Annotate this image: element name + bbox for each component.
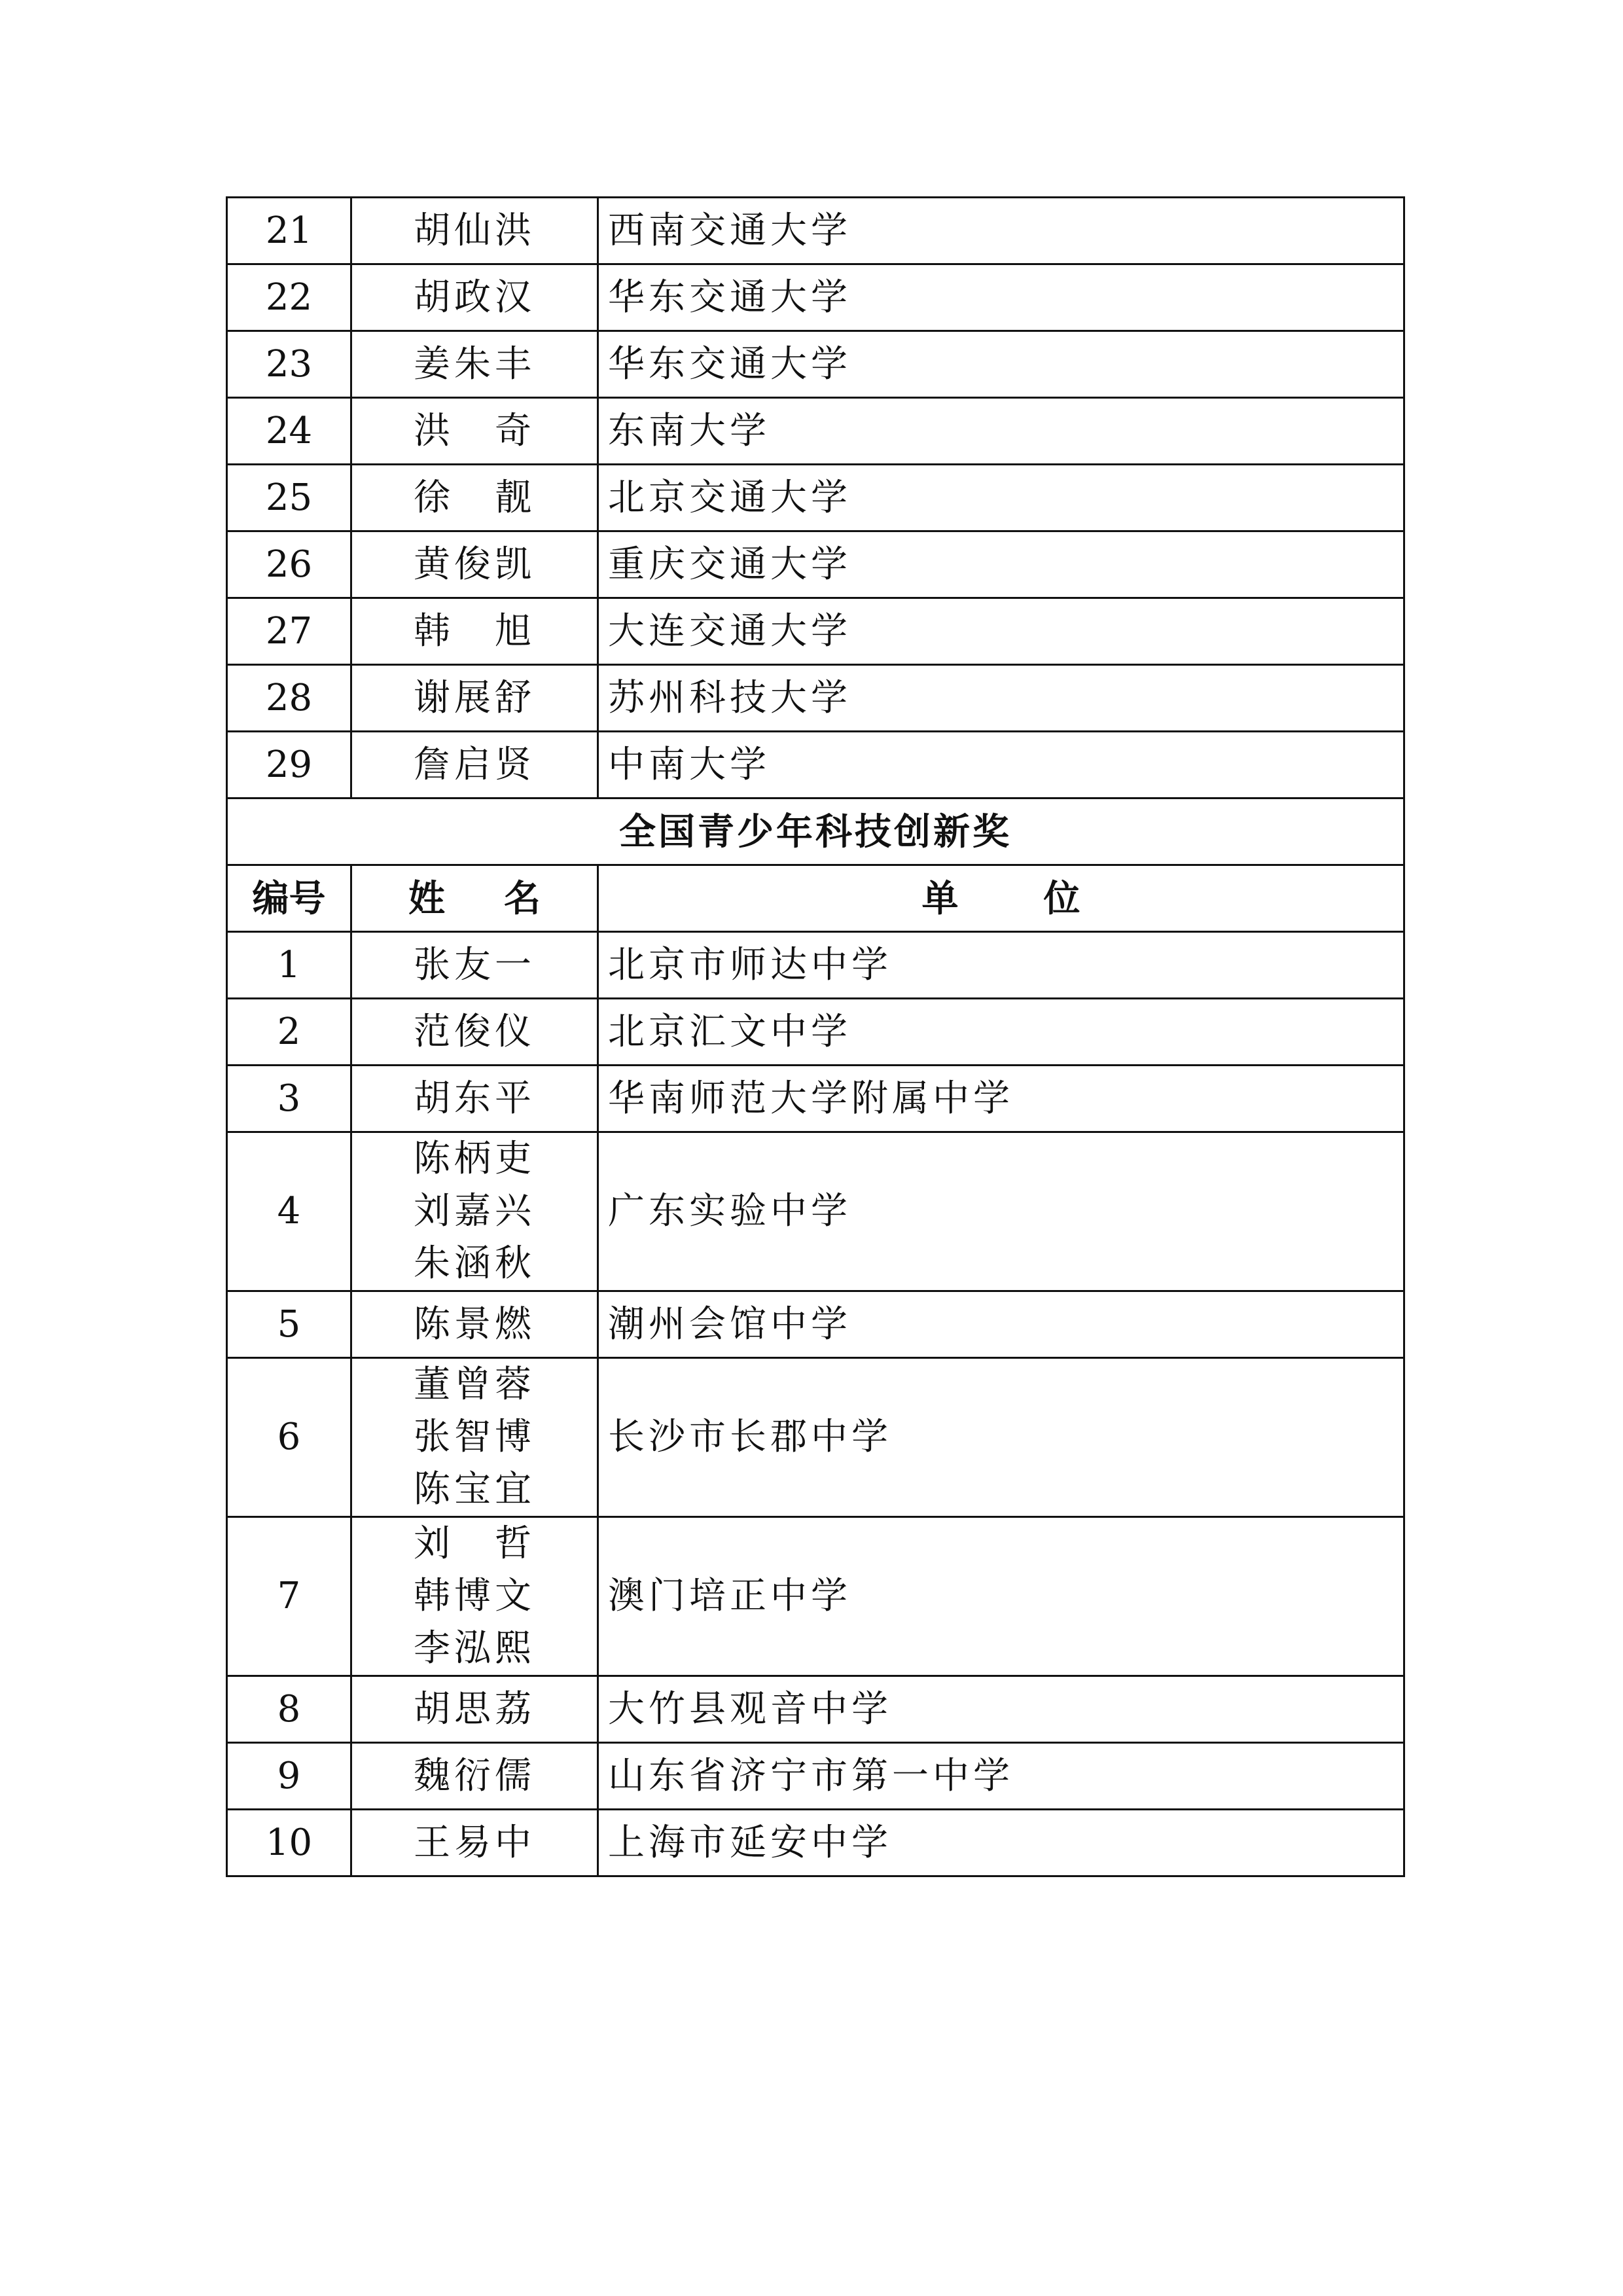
header-number: 编号: [227, 865, 351, 932]
organization: 大连交通大学: [598, 598, 1404, 665]
row-number: 21: [227, 198, 351, 264]
organization: 西南交通大学: [598, 198, 1404, 264]
row-number: 1: [227, 932, 351, 999]
person-name: 谢展舒: [351, 665, 598, 732]
row-number: 8: [227, 1676, 351, 1743]
table-row: [227, 398, 1404, 465]
table-row: [227, 999, 1404, 1066]
table-row: [227, 932, 1404, 999]
organization: 华东交通大学: [598, 264, 1404, 331]
organization: 苏州科技大学: [598, 665, 1404, 732]
row-number: 22: [227, 264, 351, 331]
organization: 东南大学: [598, 398, 1404, 465]
row-number: 24: [227, 398, 351, 465]
header-organization: 单 位: [598, 865, 1404, 932]
person-name: 胡政汉: [351, 264, 598, 331]
organization: 华东交通大学: [598, 331, 1404, 398]
header-name: 姓 名: [351, 865, 598, 932]
row-number: 28: [227, 665, 351, 732]
person-name: 詹启贤: [351, 732, 598, 798]
table-row: [227, 665, 1404, 732]
table-row: [227, 1743, 1404, 1810]
person-name: 洪 奇: [351, 398, 598, 465]
table-row: [227, 331, 1404, 398]
table-row: [227, 198, 1404, 264]
table-row: [227, 1132, 1404, 1291]
row-number: 3: [227, 1066, 351, 1132]
table-row: [227, 732, 1404, 798]
organization: 北京交通大学: [598, 465, 1404, 531]
person-name: 胡仙洪: [351, 198, 598, 264]
row-number: 27: [227, 598, 351, 665]
person-name: 陈景燃: [351, 1291, 598, 1358]
organization: 山东省济宁市第一中学: [598, 1743, 1404, 1810]
section-title: 全国青少年科技创新奖: [227, 798, 1404, 865]
organization: 北京市师达中学: [598, 932, 1404, 999]
table-row: [227, 1358, 1404, 1517]
table-row: [227, 1517, 1404, 1676]
organization: 北京汇文中学: [598, 999, 1404, 1066]
person-name: 魏衍儒: [351, 1743, 598, 1810]
organization: 长沙市长郡中学: [598, 1358, 1404, 1517]
table-row: [227, 264, 1404, 331]
row-number: 23: [227, 331, 351, 398]
row-number: 4: [227, 1132, 351, 1291]
organization: 上海市延安中学: [598, 1810, 1404, 1876]
person-names: 董曾蓉 张智博 陈宝宜: [351, 1358, 598, 1517]
table-row: [227, 531, 1404, 598]
row-number: 26: [227, 531, 351, 598]
table-row: [227, 598, 1404, 665]
table-row: [227, 1291, 1404, 1358]
organization: 重庆交通大学: [598, 531, 1404, 598]
person-name: 韩 旭: [351, 598, 598, 665]
table-row: [227, 1066, 1404, 1132]
person-names: 陈柄吏 刘嘉兴 朱涵秋: [351, 1132, 598, 1291]
person-names: 刘 哲 韩博文 李泓熙: [351, 1517, 598, 1676]
person-name: 王易中: [351, 1810, 598, 1876]
person-name: 胡思荔: [351, 1676, 598, 1743]
row-number: 2: [227, 999, 351, 1066]
table-row: [227, 1676, 1404, 1743]
person-name: 胡东平: [351, 1066, 598, 1132]
table-row: [227, 1810, 1404, 1876]
person-name: 黄俊凯: [351, 531, 598, 598]
organization: 华南师范大学附属中学: [598, 1066, 1404, 1132]
row-number: 9: [227, 1743, 351, 1810]
row-number: 7: [227, 1517, 351, 1676]
section-title-row: [227, 798, 1404, 865]
organization: 潮州会馆中学: [598, 1291, 1404, 1358]
row-number: 5: [227, 1291, 351, 1358]
person-name: 张友一: [351, 932, 598, 999]
header-row: [227, 865, 1404, 932]
organization: 澳门培正中学: [598, 1517, 1404, 1676]
table-row: [227, 465, 1404, 531]
row-number: 6: [227, 1358, 351, 1517]
award-list-table: [226, 196, 1405, 1877]
person-name: 姜朱丰: [351, 331, 598, 398]
row-number: 25: [227, 465, 351, 531]
person-name: 徐 靓: [351, 465, 598, 531]
person-name: 范俊仪: [351, 999, 598, 1066]
organization: 中南大学: [598, 732, 1404, 798]
organization: 大竹县观音中学: [598, 1676, 1404, 1743]
row-number: 29: [227, 732, 351, 798]
row-number: 10: [227, 1810, 351, 1876]
organization: 广东实验中学: [598, 1132, 1404, 1291]
